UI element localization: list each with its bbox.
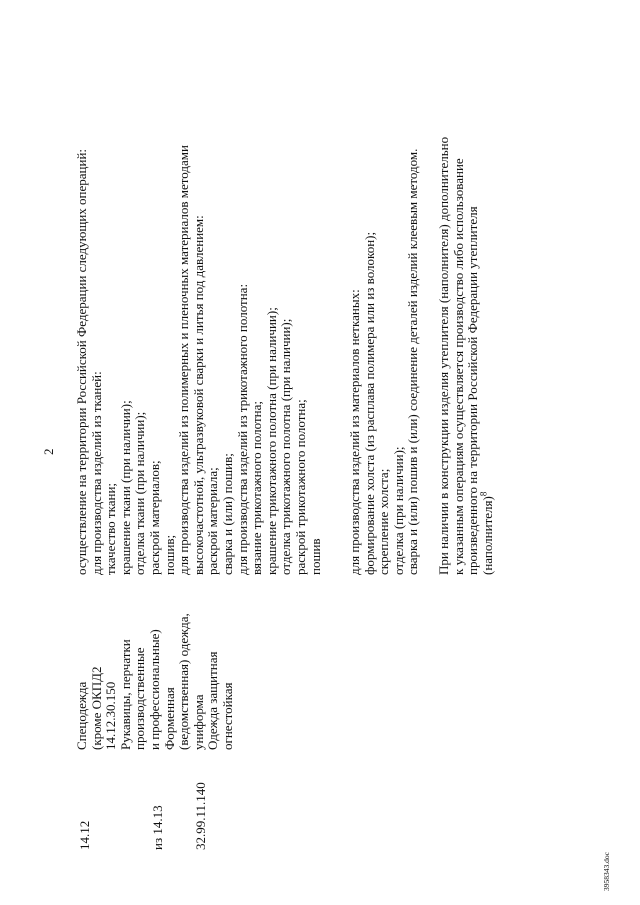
- name-line: униформа: [190, 694, 206, 750]
- requirements-column: [75, 30, 495, 575]
- page-number: 2: [41, 448, 56, 455]
- name-line: производственные: [132, 647, 148, 750]
- req-line: крашение трикотажного полотна (при наличии);: [263, 307, 279, 575]
- spacer: [323, 30, 348, 575]
- name-column: [75, 595, 236, 750]
- name-line: (кроме ОКПД2: [88, 666, 104, 750]
- name-line: Спецодежда: [74, 681, 89, 750]
- req-line: отделка (при наличии);: [390, 446, 406, 575]
- req-line: раскрой материала;: [205, 467, 221, 575]
- name-line: 14.12.30.150: [103, 681, 119, 750]
- req-line: произведенного на территории Российской Федерации утеплителя: [465, 206, 481, 575]
- name-line: (ведомственная) одежда,: [176, 613, 192, 750]
- footnote-ref: 8: [478, 491, 489, 497]
- req-line: крашение ткани (при наличии);: [117, 400, 133, 575]
- name-line: Рукавицы, перчатки: [117, 639, 133, 750]
- req-line: для производства изделий из полимерных и пленочных материалов методами: [176, 145, 192, 575]
- code-14-13: из 14.13: [149, 805, 165, 850]
- code-14-12: 14.12: [77, 820, 92, 850]
- req-line: высокочастотной, ультразвуковой сварки и литья под давлением:: [190, 215, 206, 575]
- req-line: ткачество ткани;: [103, 482, 119, 575]
- req-line-last: [478, 30, 496, 575]
- req-text: (наполнителя): [479, 496, 495, 575]
- req-line: осуществление на территории Российской Федерации следующих операций:: [74, 148, 89, 575]
- code-column: [78, 750, 209, 850]
- req-line: для производства изделий из тканей:: [88, 371, 104, 575]
- req-line: скрепление холста;: [376, 468, 392, 575]
- req-line: отделка ткани (при наличии);: [132, 411, 148, 575]
- req-line: формирование холста (из расплава полимера или из волокон);: [361, 231, 377, 575]
- code-32-99-11-140: 32.99.11.140: [193, 782, 209, 850]
- req-line: сварка и (или) пошив;: [219, 453, 235, 575]
- req-line: При наличии в конструкции изделия утеплителя (наполнителя) дополнительно: [436, 136, 452, 575]
- name-line: Одежда защитная: [205, 651, 221, 750]
- req-line: пошив: [307, 538, 323, 575]
- req-line: сварка и (или) пошив и (или) соединение деталей изделий клеевым методом.: [405, 148, 421, 575]
- name-line: Форменная: [161, 687, 177, 750]
- req-line: вязание трикотажного полотна;: [249, 401, 265, 575]
- req-line: раскрой материалов;: [146, 460, 162, 575]
- doc-id: 3958343.doc: [602, 852, 611, 891]
- name-line: и профессиональные): [146, 629, 162, 750]
- name-line: огнестойкая: [219, 682, 235, 750]
- req-line: отделка трикотажного полотна (при наличии);: [278, 318, 294, 575]
- req-line: пошив;: [161, 534, 177, 575]
- req-line: для производства изделий из трикотажного полотна:: [234, 283, 250, 575]
- req-line: для производства изделий из материалов нетканых:: [347, 289, 363, 575]
- req-line: раскрой трикотажного полотна;: [292, 399, 308, 575]
- spacer: [421, 30, 437, 575]
- req-line: к указанным операциям осуществляется производство либо использование: [450, 158, 466, 575]
